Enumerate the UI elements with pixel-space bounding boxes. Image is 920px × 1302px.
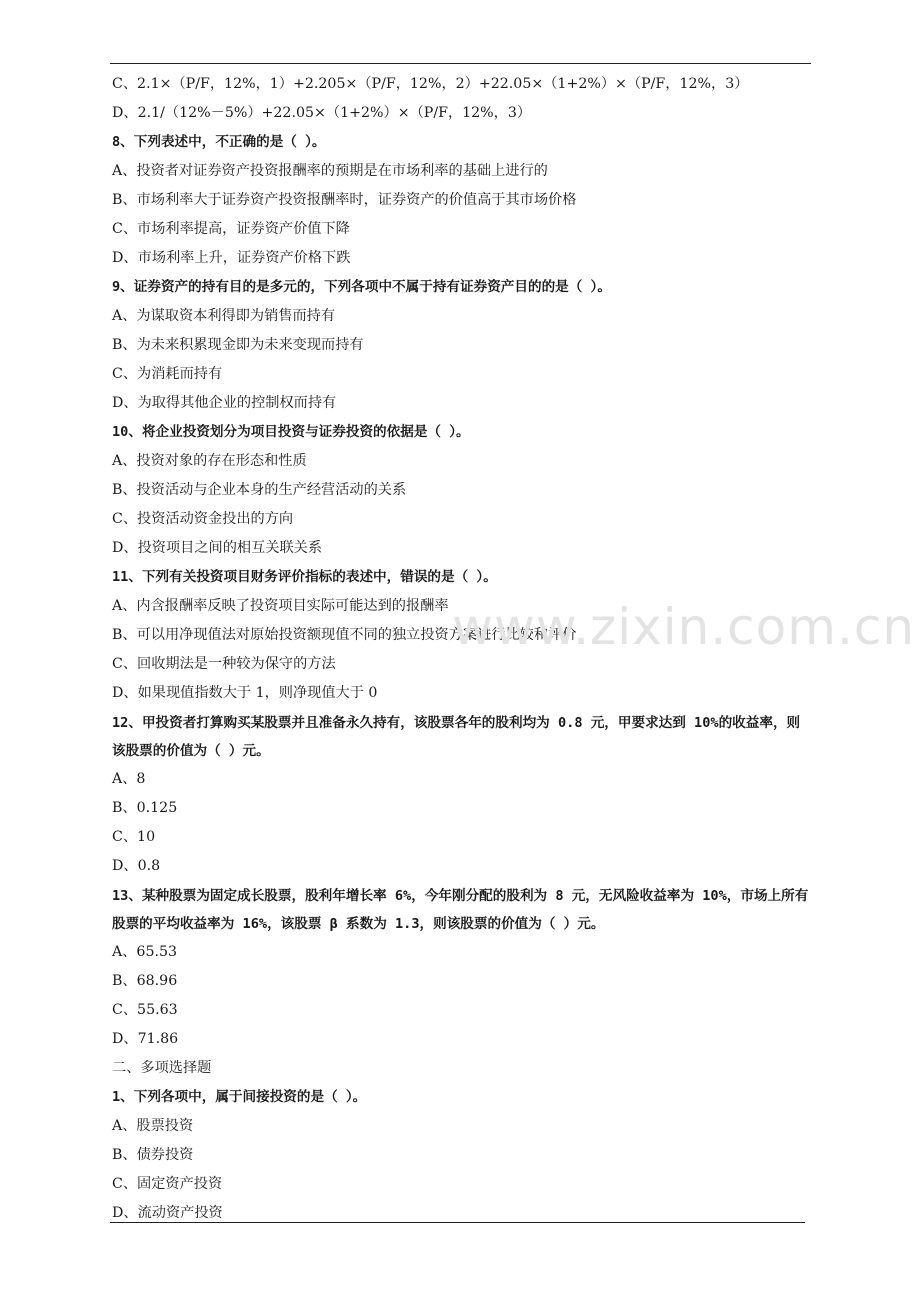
option-line: C、回收期法是一种较为保守的方法 (112, 656, 336, 672)
option-line: D、投资项目之间的相互关联关系 (112, 540, 323, 556)
option-line: D、为取得其他企业的控制权而持有 (112, 395, 337, 411)
option-line: C、2.1×（P/F，12%，1）+2.205×（P/F，12%，2）+22.05×（1+2%）×（P/F，12%，3） (112, 76, 749, 92)
option-line: C、10 (112, 829, 156, 845)
option-line: B、可以用净现值法对原始投资额现值不同的独立投资方案进行比较和评价 (112, 627, 577, 643)
question-13: 13、某种股票为固定成长股票，股利年增长率 6%，今年刚分配的股利为 8 元，无风险收益率为 10%，市场上所有股票的平均收益率为 16%，该股票 β 系数为 1.3，则该股票的价值为（ ）元。 (112, 888, 809, 932)
option-line: A、8 (112, 771, 146, 787)
option-line: B、为未来积累现金即为未来变现而持有 (112, 337, 364, 353)
footer-rule (110, 1222, 805, 1223)
question-12: 12、甲投资者打算购买某股票并且准备永久持有，该股票各年的股利均为 0.8 元，甲要求达到 10%的收益率，则该股票的价值为（ ）元。 (112, 715, 801, 759)
option-line: A、股票投资 (112, 1118, 194, 1134)
option-line: C、55.63 (112, 1002, 178, 1018)
option-line: D、流动资产投资 (112, 1205, 223, 1221)
multi-question-1: 1、下列各项中，属于间接投资的是（ ）。 (112, 1089, 367, 1105)
option-line: A、投资者对证券资产投资报酬率的预期是在市场利率的基础上进行的 (112, 163, 548, 179)
document-body (112, 70, 812, 1228)
section-heading: 二、多项选择题 (112, 1060, 212, 1076)
option-line: A、投资对象的存在形态和性质 (112, 453, 307, 469)
option-line: A、内含报酬率反映了投资项目实际可能达到的报酬率 (112, 598, 449, 614)
option-line: D、市场利率上升，证券资产价格下跌 (112, 250, 351, 266)
option-line: C、投资活动资金投出的方向 (112, 511, 294, 527)
watermark: www.zixin.com.cn (452, 598, 916, 656)
option-line: D、0.8 (112, 858, 161, 874)
option-line: B、68.96 (112, 973, 178, 989)
option-line: D、如果现值指数大于 1，则净现值大于 0 (112, 685, 378, 701)
option-line: B、市场利率大于证券资产投资报酬率时，证券资产的价值高于其市场价格 (112, 192, 577, 208)
question-11: 11、下列有关投资项目财务评价指标的表述中，错误的是（ ）。 (112, 569, 497, 585)
option-line: B、0.125 (112, 800, 178, 816)
option-line: C、为消耗而持有 (112, 366, 223, 382)
question-9: 9、证券资产的持有目的是多元的，下列各项中不属于持有证券资产目的的是（ ）。 (112, 279, 611, 295)
header-rule (110, 63, 811, 64)
option-line: D、2.1/（12%－5%）+22.05×（1+2%）×（P/F，12%，3） (112, 105, 532, 121)
question-10: 10、将企业投资划分为项目投资与证券投资的依据是（ ）。 (112, 424, 470, 440)
question-8: 8、下列表述中，不正确的是（ ）。 (112, 134, 326, 150)
option-line: B、债券投资 (112, 1147, 194, 1163)
option-line: A、65.53 (112, 944, 178, 960)
option-line: D、71.86 (112, 1031, 179, 1047)
option-line: C、固定资产投资 (112, 1176, 223, 1192)
option-line: B、投资活动与企业本身的生产经营活动的关系 (112, 482, 407, 498)
option-line: C、市场利率提高，证券资产价值下降 (112, 221, 350, 237)
option-line: A、为谋取资本利得即为销售而持有 (112, 308, 336, 324)
